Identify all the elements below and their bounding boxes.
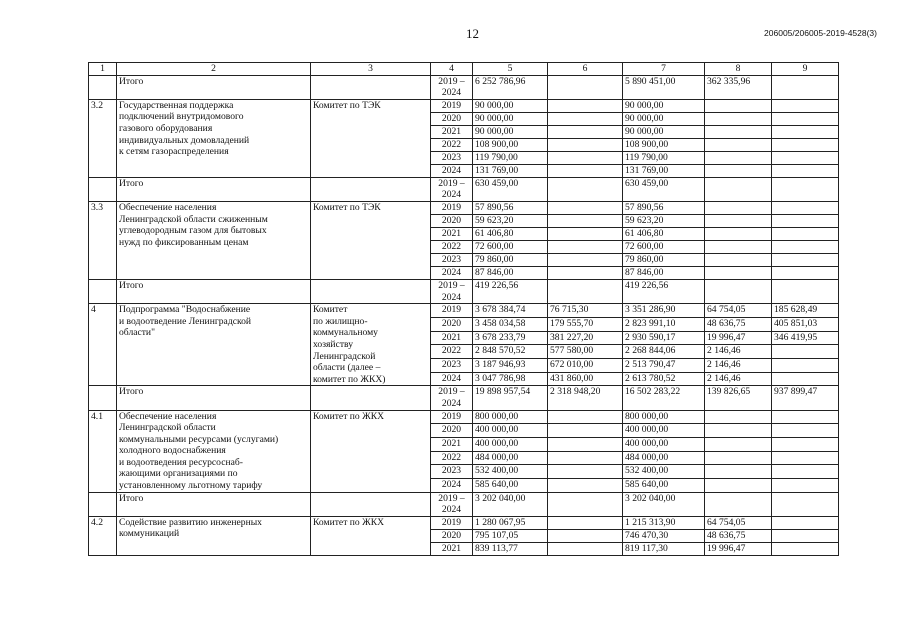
amount-cell: 381 227,20: [548, 331, 623, 345]
amount-cell: 48 636,75: [705, 317, 772, 331]
total-period: 2019 – 2024: [431, 386, 473, 410]
amount-cell: 2 823 991,10: [623, 317, 705, 331]
year-cell: 2022: [431, 138, 473, 151]
amount-cell: [772, 358, 839, 372]
year-cell: 2022: [431, 451, 473, 465]
item-number: 3.3: [89, 201, 117, 279]
amount-cell: 76 715,30: [548, 304, 623, 318]
amount-cell: [705, 99, 772, 112]
amount-cell: [705, 240, 772, 253]
amount-cell: 795 107,05: [473, 529, 548, 542]
amount-cell: 400 000,00: [473, 437, 548, 451]
year-cell: 2021: [431, 331, 473, 345]
year-cell: 2023: [431, 253, 473, 266]
amount-cell: 585 640,00: [473, 478, 548, 492]
empty-cell: [89, 492, 117, 516]
amount-cell: [705, 112, 772, 125]
total-amount: [705, 279, 772, 303]
item-executor: Комитет по жилищно- коммунальному хозяйству Ленинградской области (далее – комитет по ЖКХ): [311, 304, 431, 386]
item-executor: Комитет по ТЭК: [311, 201, 431, 279]
year-cell: 2020: [431, 424, 473, 438]
year-cell: 2024: [431, 478, 473, 492]
amount-cell: 400 000,00: [623, 424, 705, 438]
amount-cell: [772, 478, 839, 492]
amount-cell: [705, 151, 772, 164]
amount-cell: 79 860,00: [473, 253, 548, 266]
amount-cell: [548, 201, 623, 214]
amount-cell: [772, 345, 839, 359]
item-name: Содействие развитию инженерных коммуникаций: [117, 516, 311, 555]
amount-cell: [548, 437, 623, 451]
document-code: 206005/206005-2019-4528(3): [764, 28, 877, 38]
amount-cell: [548, 410, 623, 424]
total-label: Итого: [117, 177, 311, 201]
amount-cell: [548, 99, 623, 112]
year-cell: 2021: [431, 227, 473, 240]
amount-cell: 90 000,00: [473, 125, 548, 138]
amount-cell: 3 187 946,93: [473, 358, 548, 372]
amount-cell: 64 754,05: [705, 304, 772, 318]
year-cell: 2020: [431, 317, 473, 331]
amount-cell: [772, 151, 839, 164]
column-header: 7: [623, 63, 705, 76]
amount-cell: 746 470,30: [623, 529, 705, 542]
amount-cell: [705, 437, 772, 451]
year-cell: 2019: [431, 99, 473, 112]
empty-cell: [311, 279, 431, 303]
amount-cell: 3 678 384,74: [473, 304, 548, 318]
amount-cell: [548, 266, 623, 279]
item-number: 3.2: [89, 99, 117, 177]
empty-cell: [311, 492, 431, 516]
amount-cell: 400 000,00: [473, 424, 548, 438]
total-amount: 362 335,96: [705, 75, 772, 99]
amount-cell: 87 846,00: [623, 266, 705, 279]
amount-cell: [772, 253, 839, 266]
amount-cell: [705, 164, 772, 177]
total-amount: 6 252 786,96: [473, 75, 548, 99]
column-header: 3: [311, 63, 431, 76]
amount-cell: 87 846,00: [473, 266, 548, 279]
total-amount: 2 318 948,20: [548, 386, 623, 410]
amount-cell: [772, 138, 839, 151]
column-header: 9: [772, 63, 839, 76]
amount-cell: 59 623,20: [473, 214, 548, 227]
amount-cell: [548, 253, 623, 266]
item-executor: Комитет по ЖКХ: [311, 516, 431, 555]
amount-cell: [772, 112, 839, 125]
empty-cell: [311, 386, 431, 410]
column-header: 2: [117, 63, 311, 76]
year-cell: 2020: [431, 214, 473, 227]
amount-cell: 346 419,95: [772, 331, 839, 345]
amount-cell: 405 851,03: [772, 317, 839, 331]
total-amount: 5 890 451,00: [623, 75, 705, 99]
year-cell: 2021: [431, 125, 473, 138]
amount-cell: 431 860,00: [548, 372, 623, 386]
amount-cell: 90 000,00: [623, 112, 705, 125]
total-amount: [772, 177, 839, 201]
amount-cell: [772, 542, 839, 555]
amount-cell: 3 351 286,90: [623, 304, 705, 318]
total-period: 2019 – 2024: [431, 279, 473, 303]
amount-cell: 90 000,00: [623, 125, 705, 138]
amount-cell: [772, 437, 839, 451]
amount-cell: 57 890,56: [473, 201, 548, 214]
total-row: [89, 279, 839, 303]
amount-cell: 90 000,00: [473, 99, 548, 112]
amount-cell: [772, 516, 839, 529]
amount-cell: 672 010,00: [548, 358, 623, 372]
table-row: [89, 201, 839, 214]
amount-cell: [548, 529, 623, 542]
amount-cell: 2 146,46: [705, 372, 772, 386]
amount-cell: [772, 214, 839, 227]
amount-cell: [772, 410, 839, 424]
amount-cell: 400 000,00: [623, 437, 705, 451]
amount-cell: 819 117,30: [623, 542, 705, 555]
year-cell: 2023: [431, 465, 473, 479]
total-amount: [772, 75, 839, 99]
item-name: Обеспечение населения Ленинградской области сжиженным углеводородным газом для бытовых нужд по фиксированным ценам: [117, 201, 311, 279]
amount-cell: 3 047 786,98: [473, 372, 548, 386]
total-label: Итого: [117, 492, 311, 516]
amount-cell: [705, 410, 772, 424]
total-amount: 630 459,00: [623, 177, 705, 201]
total-amount: [548, 279, 623, 303]
total-amount: [772, 492, 839, 516]
amount-cell: [772, 164, 839, 177]
amount-cell: 119 790,00: [473, 151, 548, 164]
item-name: Государственная поддержка подключений внутридомового газового оборудования индивидуальных домовладений к сетям газораспределения: [117, 99, 311, 177]
amount-cell: [548, 451, 623, 465]
amount-cell: [772, 465, 839, 479]
item-name: Обеспечение населения Ленинградской области коммунальными ресурсами (услугами) холодного водоснабжения и водоотведения ресурсоснаб- жающими организациями по установленному льготному тарифу: [117, 410, 311, 492]
total-amount: 630 459,00: [473, 177, 548, 201]
amount-cell: [772, 240, 839, 253]
amount-cell: 800 000,00: [623, 410, 705, 424]
amount-cell: 131 769,00: [473, 164, 548, 177]
amount-cell: 800 000,00: [473, 410, 548, 424]
amount-cell: 3 458 034,58: [473, 317, 548, 331]
amount-cell: [705, 424, 772, 438]
total-amount: 3 202 040,00: [473, 492, 548, 516]
column-header: 1: [89, 63, 117, 76]
total-row: [89, 177, 839, 201]
year-cell: 2020: [431, 112, 473, 125]
total-row: [89, 492, 839, 516]
amount-cell: [705, 253, 772, 266]
amount-cell: 532 400,00: [623, 465, 705, 479]
amount-cell: 2 613 780,52: [623, 372, 705, 386]
year-cell: 2024: [431, 164, 473, 177]
amount-cell: [548, 112, 623, 125]
amount-cell: [772, 529, 839, 542]
year-cell: 2021: [431, 437, 473, 451]
total-label: Итого: [117, 386, 311, 410]
amount-cell: 2 146,46: [705, 358, 772, 372]
year-cell: 2023: [431, 151, 473, 164]
empty-cell: [311, 177, 431, 201]
amount-cell: 108 900,00: [623, 138, 705, 151]
column-header: 6: [548, 63, 623, 76]
total-amount: [772, 279, 839, 303]
amount-cell: [705, 201, 772, 214]
amount-cell: 131 769,00: [623, 164, 705, 177]
amount-cell: 179 555,70: [548, 317, 623, 331]
amount-cell: [772, 227, 839, 240]
amount-cell: [548, 138, 623, 151]
total-amount: [548, 492, 623, 516]
amount-cell: 19 996,47: [705, 331, 772, 345]
year-cell: 2022: [431, 240, 473, 253]
year-cell: 2020: [431, 529, 473, 542]
amount-cell: 839 113,77: [473, 542, 548, 555]
column-header: 8: [705, 63, 772, 76]
amount-cell: 57 890,56: [623, 201, 705, 214]
amount-cell: 72 600,00: [623, 240, 705, 253]
amount-cell: [705, 138, 772, 151]
amount-cell: 90 000,00: [473, 112, 548, 125]
year-cell: 2019: [431, 201, 473, 214]
amount-cell: 59 623,20: [623, 214, 705, 227]
amount-cell: [772, 424, 839, 438]
empty-cell: [89, 386, 117, 410]
item-executor: Комитет по ТЭК: [311, 99, 431, 177]
year-cell: 2024: [431, 372, 473, 386]
total-label: Итого: [117, 75, 311, 99]
amount-cell: [548, 424, 623, 438]
total-amount: [548, 177, 623, 201]
item-number: 4.1: [89, 410, 117, 492]
amount-cell: [548, 214, 623, 227]
item-name: Подпрограмма "Водоснабжение и водоотведение Ленинградской области": [117, 304, 311, 386]
year-cell: 2021: [431, 542, 473, 555]
amount-cell: [772, 201, 839, 214]
empty-cell: [311, 75, 431, 99]
total-label: Итого: [117, 279, 311, 303]
amount-cell: 2 930 590,17: [623, 331, 705, 345]
amount-cell: [548, 164, 623, 177]
amount-cell: [548, 465, 623, 479]
header-row: [89, 63, 839, 76]
amount-cell: 64 754,05: [705, 516, 772, 529]
amount-cell: 2 146,46: [705, 345, 772, 359]
amount-cell: 484 000,00: [623, 451, 705, 465]
total-amount: [548, 75, 623, 99]
amount-cell: 108 900,00: [473, 138, 548, 151]
amount-cell: 61 406,80: [623, 227, 705, 240]
year-cell: 2019: [431, 410, 473, 424]
total-amount: 937 899,47: [772, 386, 839, 410]
amount-cell: [705, 465, 772, 479]
amount-cell: [772, 266, 839, 279]
total-amount: [705, 177, 772, 201]
column-header: 5: [473, 63, 548, 76]
amount-cell: 585 640,00: [623, 478, 705, 492]
total-amount: [705, 492, 772, 516]
item-executor: Комитет по ЖКХ: [311, 410, 431, 492]
total-amount: 419 226,56: [473, 279, 548, 303]
year-cell: 2024: [431, 266, 473, 279]
budget-table: [88, 62, 839, 556]
amount-cell: [548, 227, 623, 240]
year-cell: 2022: [431, 345, 473, 359]
amount-cell: 90 000,00: [623, 99, 705, 112]
amount-cell: [772, 372, 839, 386]
empty-cell: [89, 279, 117, 303]
total-row: [89, 386, 839, 410]
total-amount: 3 202 040,00: [623, 492, 705, 516]
amount-cell: 79 860,00: [623, 253, 705, 266]
amount-cell: 1 280 067,95: [473, 516, 548, 529]
total-period: 2019 – 2024: [431, 492, 473, 516]
amount-cell: [705, 227, 772, 240]
amount-cell: [705, 266, 772, 279]
amount-cell: [548, 151, 623, 164]
item-number: 4.2: [89, 516, 117, 555]
amount-cell: [772, 451, 839, 465]
year-cell: 2019: [431, 516, 473, 529]
amount-cell: [705, 214, 772, 227]
amount-cell: 3 678 233,79: [473, 331, 548, 345]
amount-cell: [548, 478, 623, 492]
item-number: 4: [89, 304, 117, 386]
total-amount: 419 226,56: [623, 279, 705, 303]
amount-cell: [548, 240, 623, 253]
amount-cell: 61 406,80: [473, 227, 548, 240]
column-header: 4: [431, 63, 473, 76]
total-amount: 19 898 957,54: [473, 386, 548, 410]
total-period: 2019 – 2024: [431, 75, 473, 99]
amount-cell: 119 790,00: [623, 151, 705, 164]
table-row: [89, 516, 839, 529]
amount-cell: 577 580,00: [548, 345, 623, 359]
amount-cell: 72 600,00: [473, 240, 548, 253]
amount-cell: 2 513 790,47: [623, 358, 705, 372]
amount-cell: 2 848 570,52: [473, 345, 548, 359]
amount-cell: 19 996,47: [705, 542, 772, 555]
year-cell: 2023: [431, 358, 473, 372]
amount-cell: [705, 478, 772, 492]
amount-cell: 1 215 313,90: [623, 516, 705, 529]
amount-cell: [548, 516, 623, 529]
table-row: [89, 99, 839, 112]
total-period: 2019 – 2024: [431, 177, 473, 201]
table-row: [89, 304, 839, 318]
amount-cell: [772, 125, 839, 138]
amount-cell: 532 400,00: [473, 465, 548, 479]
empty-cell: [89, 177, 117, 201]
year-cell: 2019: [431, 304, 473, 318]
amount-cell: 2 268 844,06: [623, 345, 705, 359]
total-amount: 16 502 283,22: [623, 386, 705, 410]
amount-cell: [772, 99, 839, 112]
amount-cell: [548, 542, 623, 555]
amount-cell: [705, 125, 772, 138]
table-row: [89, 410, 839, 424]
amount-cell: [705, 451, 772, 465]
total-amount: 139 826,65: [705, 386, 772, 410]
total-row: [89, 75, 839, 99]
page-number: 12: [466, 26, 479, 41]
amount-cell: 484 000,00: [473, 451, 548, 465]
amount-cell: 48 636,75: [705, 529, 772, 542]
amount-cell: [548, 125, 623, 138]
empty-cell: [89, 75, 117, 99]
amount-cell: 185 628,49: [772, 304, 839, 318]
